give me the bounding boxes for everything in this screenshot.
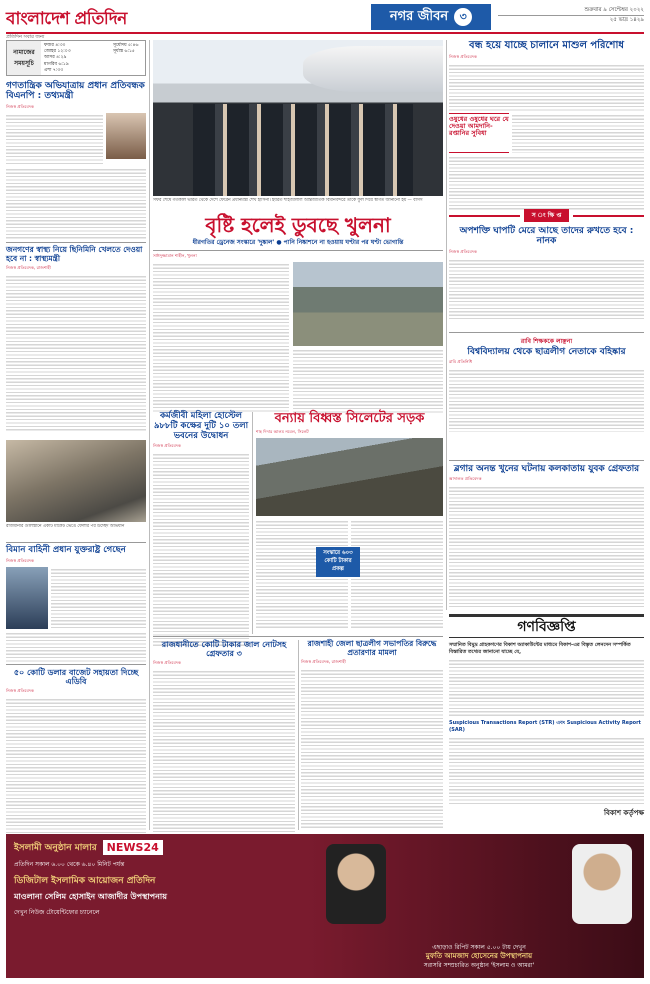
article-health-minister (6, 246, 146, 432)
byline: নিজস্ব প্রতিবেদক, রাজশাহী (6, 265, 51, 271)
masthead (6, 4, 644, 40)
byline: শাহ দিদার আলম নবেল, সিলেট (256, 428, 309, 434)
article-nanak (449, 226, 644, 320)
portrait-photo (6, 567, 48, 629)
notice-highlight: Suspicious Transactions Report (STR) এবং Suspicious Activity Report (SAR) (449, 720, 641, 733)
article-blogger (449, 464, 644, 607)
flooded-street-photo (293, 262, 443, 346)
article-air-chief (6, 546, 146, 663)
presenter-photo (326, 844, 386, 924)
prayer-rows (41, 41, 111, 75)
headline: বিমান বাহিনী প্রধান যুক্তরাষ্ট্র গেছেন (6, 545, 126, 555)
prayer-title: নামাজের সময়সূচি (7, 41, 41, 75)
byline: সাঈদুজ্জামান শাহীন, খুলনা (153, 253, 197, 258)
notice-text (449, 736, 644, 806)
article-fees (449, 40, 644, 211)
article-adb (6, 668, 146, 845)
crowd-shape (193, 104, 413, 196)
kicker: রাবি শিক্ষককে লাঞ্ছনা (520, 338, 573, 345)
lead-headline: বৃষ্টি হলেই ডুবছে খুলনা (205, 213, 391, 237)
photo-caption: সফর শেষে গতকাল ভারত থেকে দেশে ফেরেন প্রধানমন্ত্রী শেখ হাসিনা। হযরত শাহজালাল আন্তর্জাতিক বিমানবন্দরে তাঁকে ফুল দিয়ে স্বাগত জানানো হয় — বাসস (153, 198, 423, 203)
article-text (6, 631, 146, 663)
headline: বন্ধ হয়ে যাচ্ছে চালানে মাশুল পরিশোধ (469, 40, 624, 51)
headline: অপশক্তি ঘাপটি মেরে আছে তাদের রুখতে হবে : নানক (459, 226, 634, 247)
article-text (153, 452, 249, 648)
prayer-row: এশা ৭:৩৩ (44, 67, 64, 73)
article-fake-notes (153, 640, 295, 837)
article-info-minister (6, 81, 146, 239)
divider (6, 542, 146, 543)
logo-text: বাংলাদেশ প্রতিদিন (6, 9, 127, 29)
prayer-row: মাগরিব ৬:১৯ (44, 61, 69, 67)
notice-signature: বিকাশ কর্তৃপক্ষ (604, 809, 644, 817)
ad-line: প্রতিদিন সকাল ৬.০০ থেকে ৬.৪০ মিনিট পর্যন্ত (14, 861, 125, 868)
article-sylhet (256, 412, 443, 629)
column-rule (298, 640, 299, 830)
article-rajshahi (301, 640, 443, 830)
byline: নিজস্ব প্রতিবেদক (6, 557, 34, 563)
article-text (6, 697, 146, 845)
news24-advertisement (6, 834, 644, 978)
briefs-label: স ং ক্ষি প্ত (524, 209, 570, 222)
ad-repeat: এছাড়াও রিপিট সকাল ৫.০০ টায় দেখুন (432, 944, 526, 951)
project-badge: সংস্কারে ৬০৩ কোটি টাকার প্রকল্প (316, 547, 360, 577)
ad-presenter: মুফতি আমজাদ হোসেনের উপস্থাপনায় (425, 952, 533, 960)
byline: নিজস্ব প্রতিবেদক (449, 53, 477, 59)
portrait-photo (106, 113, 146, 159)
byline: নিজস্ব প্রতিবেদক, রাজশাহী (301, 659, 346, 665)
article-text (293, 348, 443, 414)
demolition-photo (6, 440, 146, 522)
article-text (512, 113, 644, 153)
headline: ৫০ কোটি ডলার বাজেট সহায়তা দিচ্ছে এডিবি (13, 668, 139, 687)
article-text (351, 519, 443, 629)
prayer-row: আসর ৪:২৯ (44, 55, 67, 61)
article-text (153, 669, 295, 837)
sun-times (111, 41, 145, 75)
date-line: শুক্রবার ৯ সেপ্টেম্বর ২০২২ (584, 7, 644, 13)
ad-line: ডিজিটাল ইসলামিক আয়োজন প্রতিদিন (14, 876, 156, 886)
ad-program: সরাসরি সম্প্রচারিত অনুষ্ঠান 'ইসলাম ও আমরা' (423, 962, 535, 969)
news24-logo: NEWS24 (103, 840, 163, 855)
headline: রাজশাহী জেলা ছাত্রলীগ সভাপতির বিরুদ্ধে প্রতারণার মামলা (307, 639, 437, 657)
article-rabi (449, 336, 644, 432)
column-rule (149, 40, 150, 830)
article-text (51, 567, 146, 629)
section-banner (371, 4, 491, 30)
article-text (449, 485, 644, 607)
briefs-banner (449, 210, 644, 221)
byline: নিজস্ব প্রতিবেদক (449, 248, 477, 254)
headline: বন্যায় বিধ্বস্ত সিলেটের সড়ক (274, 411, 425, 426)
column-rule (446, 40, 447, 610)
sunrise: সূর্যোদয় ৫:৪৬ (113, 43, 139, 48)
page-number: ৩ (454, 8, 472, 26)
article-text (449, 368, 644, 432)
presenter-photo (572, 844, 632, 924)
notice-body (449, 642, 644, 817)
byline: নিজস্ব প্রতিবেদক (153, 660, 181, 666)
prayer-row: ফজর ৪:৩০ (44, 43, 66, 48)
ad-line: দেখুন নিউজ টোয়েন্টিফোর চ্যানেলে (14, 909, 100, 916)
notice-text (449, 658, 644, 718)
byline: নিজস্ব প্রতিবেদক (153, 443, 181, 449)
headline: গণতান্ত্রিক অভিযাত্রায় প্রধান প্রতিবন্ধক বিএনপি : তথ্যমন্ত্রী (6, 81, 145, 102)
pull-quote: ওষুধের ওষুধের ঘরে যে দেওয়া আমদানি-রপ্তানির সুবিধা (449, 113, 509, 153)
aircraft-shape (303, 46, 443, 92)
byline: রাবি প্রতিনিধি (449, 359, 473, 365)
pm-arrival-photo (153, 40, 443, 196)
article-hostel (153, 412, 249, 648)
article-text (301, 668, 443, 830)
notice-lead: সম্মানিত বিমুদ্র গ্রাহকগণের বিকাশ অ্যাকাউন্টের মাধ্যমে বিকাশ-এর বিস্তৃত লেনদেন সম্পর্কিত বিস্তারিত তথ্যের জানানো যাচ্ছে যে, (449, 642, 631, 655)
ad-top-text: ইসলামী অনুষ্ঠান মালার (14, 843, 97, 853)
article-text (153, 262, 289, 414)
divider (6, 664, 146, 665)
sunset: সূর্যাস্ত ৬:১৫ (113, 49, 135, 55)
date-line-bangla: ২৫ ভাদ্র ১৪২৯ (498, 15, 644, 25)
damaged-road-photo (256, 438, 443, 516)
headline: কর্মজীবী মহিলা হোস্টেল ৯৮৮টি কক্ষের দুটি ১০ তলা ভবনের উদ্বোধন (153, 411, 249, 441)
logo-tagline: প্রতিদিন সবার জন্য (6, 34, 45, 40)
notice-title: গণবিজ্ঞপ্তি (517, 618, 576, 635)
notice-header (449, 614, 644, 638)
lead-subhead: ধীরগতির ড্রেনেজ সংস্কারে 'দুষ্কাল' ● পানি নিষ্কাশনে না হওয়ায় ঘণ্টার পর ঘণ্টা ভোগান্তি (153, 237, 443, 251)
headline: বিশ্ববিদ্যালয় থেকে ছাত্রলীগ নেতাকে বহিষ্কার (467, 347, 626, 357)
divider (153, 636, 443, 637)
article-text (449, 63, 644, 111)
prayer-times-box (6, 40, 146, 76)
lead-story (153, 213, 443, 414)
ad-line: মাওলানা সেলিম হোসাইন আজাদীর উপস্থাপনায় (14, 892, 167, 901)
divider (449, 460, 644, 461)
column-rule (252, 412, 253, 634)
article-text (449, 155, 644, 211)
headline: জনগণের স্বাস্থ্য নিয়ে ছিনিমিনি খেলতে দেওয়া হবে না : স্বাস্থ্যমন্ত্রী (6, 245, 143, 263)
article-text (449, 258, 644, 320)
byline: নিজস্ব প্রতিবেদক (6, 103, 34, 109)
byline: আদালত প্রতিবেদক (449, 476, 482, 482)
article-text (6, 274, 146, 432)
divider (6, 242, 146, 243)
date-box (498, 6, 644, 25)
newspaper-logo (6, 6, 127, 42)
headline: ব্লগার অনন্ত খুনের ঘটনায় কলকাতায় যুবক গ্রেফতার (453, 464, 640, 474)
article-text (6, 167, 146, 239)
divider (449, 332, 644, 333)
prayer-row: জোহর ১২:০৩ (44, 49, 71, 55)
photo-caption: রাজধানীর গুলিস্তানে একটি মার্কেট ভেঙে ফেলার পর উচ্ছেদ অভিযান (6, 524, 125, 529)
byline: নিজস্ব প্রতিবেদক (6, 688, 34, 694)
headline: রাজধানীতে কোটি টাকার জাল নোটসহ গ্রেফতার ৩ (161, 640, 287, 659)
section-title: নগর জীবন (389, 8, 449, 24)
article-text (6, 113, 103, 165)
